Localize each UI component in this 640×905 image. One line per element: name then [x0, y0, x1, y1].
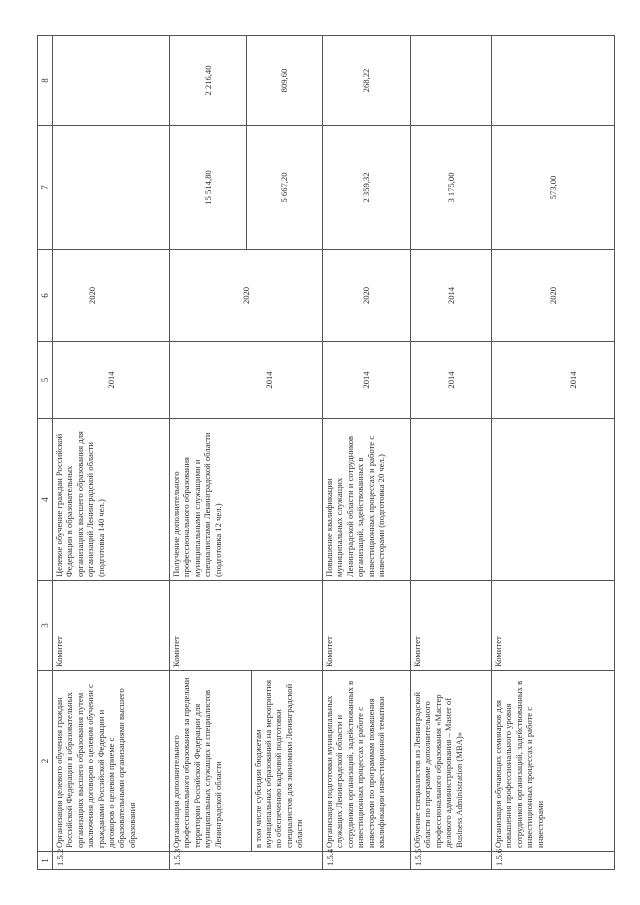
- program-table: [37, 35, 615, 870]
- header-row: [38, 36, 53, 870]
- row-id: 1.5.3: [170, 852, 323, 870]
- row-col7: [170, 126, 323, 250]
- row-col8: [53, 36, 170, 126]
- header-col-7: 7: [38, 126, 53, 250]
- row-col7-subsidy: 5 667,20: [246, 126, 323, 249]
- row-start-year: 2014: [411, 342, 492, 419]
- row-start-year: 2014: [170, 342, 323, 419]
- row-result: Повышение квалификации муниципальных служащих Ленинградской области и сотрудников организаций, задействованных в инвестиционных процессах и работе с инвесторами (подготовка 20 чел.): [323, 419, 411, 581]
- row-col7: 3 175,00: [411, 126, 492, 250]
- row-result: Получение дополнительного профессионального образования муниципальными служащими и специалистами Ленинградской области (подготовка 12 чел.): [170, 419, 323, 581]
- row-start-year: 2014: [53, 342, 170, 419]
- table-row: [492, 36, 615, 870]
- header-col-4: 4: [38, 419, 53, 581]
- row-col7: 573,00: [492, 126, 615, 250]
- row-col8-total: 2 216,40: [202, 65, 213, 96]
- row-executor: Комитет: [170, 581, 323, 671]
- row-start-year: 2014: [492, 342, 615, 419]
- row-col7: 2 359,32: [323, 126, 411, 250]
- row-name: Организация обучающих семинаров для повышения профессионального уровня сотрудников организаций, задействованных в инвестиционных процессах и работе с инвесторами: [492, 671, 615, 852]
- row-name: Организация целевого обучения граждан Российской Федерации в образовательных организациях высшего образования путем заключения договоров о целевом обучении с гражданами Российской Федерации и договоров о целевом приеме с образовательными организациями высшего образования: [53, 671, 170, 852]
- row-end-year: 2014: [411, 250, 492, 342]
- row-start-year: 2014: [323, 342, 411, 419]
- row-end-year: 2020: [492, 250, 615, 342]
- row-executor: Комитет: [411, 581, 492, 671]
- header-col-1: 1: [38, 852, 53, 870]
- header-col-5: 5: [38, 342, 53, 419]
- row-name: [170, 671, 323, 852]
- row-end-year: 2020: [170, 250, 323, 342]
- row-executor: Комитет: [53, 581, 170, 671]
- header-col-3: 3: [38, 581, 53, 671]
- row-col8: [170, 36, 323, 126]
- row-id: 1.5.5: [411, 852, 492, 870]
- row-col8-subsidy: 809,60: [246, 36, 323, 125]
- row-executor: Комитет: [323, 581, 411, 671]
- row-id: 1.5.2: [53, 852, 170, 870]
- row-col7-total: 15 514,80: [202, 170, 213, 205]
- row-col8: [492, 36, 615, 126]
- table-row: [53, 36, 170, 870]
- row-result: [492, 419, 615, 581]
- row-end-year: 2020: [53, 250, 170, 342]
- header-col-2: 2: [38, 671, 53, 852]
- row-result: Целевое обучение граждан Российской Федерации в образовательных организациях высшего образования для организаций Ленинградской области (подготовка 140 чел.): [53, 419, 170, 581]
- table-row: [170, 36, 323, 870]
- row-executor: Комитет: [492, 581, 615, 671]
- row-col8: [411, 36, 492, 126]
- row-name: Организация подготовки муниципальных служащих Ленинградской области и сотрудников организаций, задействованных в инвестиционных процессах и работе с инвесторами по программам повышения квалификации инвестиционной тематики: [323, 671, 411, 852]
- table-row: [323, 36, 411, 870]
- row-col8: 268,22: [323, 36, 411, 126]
- row-id: 1.5.4: [323, 852, 411, 870]
- row-name-subsidy: в том числе субсидии бюджетам муниципальных образований на мероприятия по обеспечению кадровой подготовки специалистов для экономики Ленинградской области: [251, 671, 322, 851]
- row-result: [411, 419, 492, 581]
- header-col-6: 6: [38, 250, 53, 342]
- table-row: [411, 36, 492, 870]
- rotated-table-container: [37, 36, 615, 870]
- row-name: Обучение специалистов из Ленинградской области по программе дополнительного профессионального образования «Мастер делового администрирования – Master of Business Administration (MBA)»: [411, 671, 492, 852]
- row-col7: [53, 126, 170, 250]
- row-name-main: Организация дополнительного профессионального образования за пределами территории Российской Федерации для муниципальных служащих и специалистов Ленинградской области: [171, 677, 223, 848]
- row-end-year: 2020: [323, 250, 411, 342]
- row-id: 1.5.6: [492, 852, 615, 870]
- header-col-8: 8: [38, 36, 53, 126]
